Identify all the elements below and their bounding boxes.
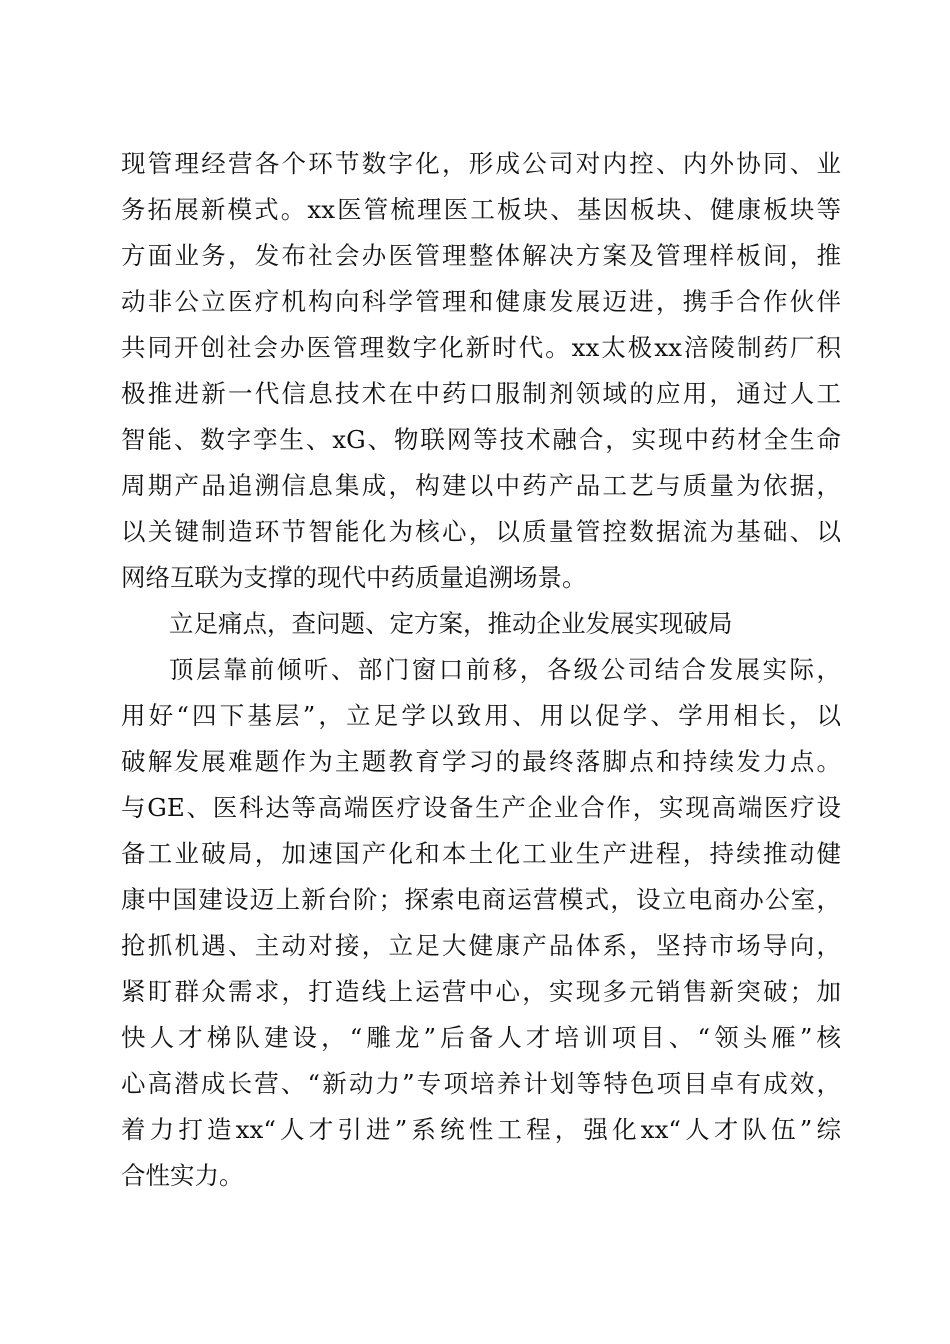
paragraph-2-line-9: 快人才梯队建设，“雕龙”后备人才培训项目、“领头雁”核	[121, 1023, 841, 1052]
paragraph-1-line-6: 极推进新一代信息技术在中药口服制剂领域的应用，通过人工	[121, 379, 841, 408]
paragraph-1-line-5: 共同开创社会办医管理数字化新时代。xx太极xx涪陵制药厂积	[121, 333, 841, 362]
paragraph-2-line-11: 着力打造xx“人才引进”系统性工程，强化xx“人才队伍”综	[121, 1115, 841, 1144]
paragraph-1-line-9: 以关键制造环节智能化为核心，以质量管控数据流为基础、以	[121, 517, 841, 546]
paragraph-1-line-4: 动非公立医疗机构向科学管理和健康发展迈进，携手合作伙伴	[121, 287, 841, 316]
paragraph-2-line-4: 与GE、医科达等高端医疗设备生产企业合作，实现高端医疗设	[121, 793, 841, 822]
paragraph-2-line-6: 康中国建设迈上新台阶；探索电商运营模式，设立电商办公室，	[121, 885, 841, 914]
paragraph-2-line-12: 合性实力。	[121, 1161, 244, 1190]
paragraph-2-line-3: 破解发展难题作为主题教育学习的最终落脚点和持续发力点。	[121, 747, 841, 776]
paragraph-2-line-5: 备工业破局，加速国产化和本土化工业生产进程，持续推动健	[121, 839, 841, 868]
paragraph-1-line-2: 务拓展新模式。xx医管梳理医工板块、基因板块、健康板块等	[121, 195, 841, 224]
paragraph-2-line-8: 紧盯群众需求，打造线上运营中心，实现多元销售新突破；加	[121, 977, 841, 1006]
paragraph-2-line-7: 抢抓机遇、主动对接，立足大健康产品体系，坚持市场导向，	[121, 931, 841, 960]
paragraph-1-line-7: 智能、数字孪生、xG、物联网等技术融合，实现中药材全生命	[121, 425, 841, 454]
paragraph-1-line-10: 网络互联为支撑的现代中药质量追溯场景。	[121, 563, 587, 592]
paragraph-1-line-3: 方面业务，发布社会办医管理整体解决方案及管理样板间，推	[121, 241, 841, 270]
paragraph-1-line-1: 现管理经营各个环节数字化，形成公司对内控、内外协同、业	[121, 149, 841, 178]
section-heading: 立足痛点，查问题、定方案，推动企业发展实现破局	[169, 609, 733, 638]
paragraph-1-line-8: 周期产品追溯信息集成，构建以中药产品工艺与质量为依据，	[121, 471, 841, 500]
paragraph-2-line-10: 心高潜成长营、“新动力”专项培养计划等特色项目卓有成效，	[121, 1069, 841, 1098]
paragraph-2-line-2: 用好“四下基层”，立足学以致用、用以促学、学用相长，以	[121, 701, 841, 730]
paragraph-2-line-1: 顶层靠前倾听、部门窗口前移，各级公司结合发展实际，	[169, 655, 841, 684]
